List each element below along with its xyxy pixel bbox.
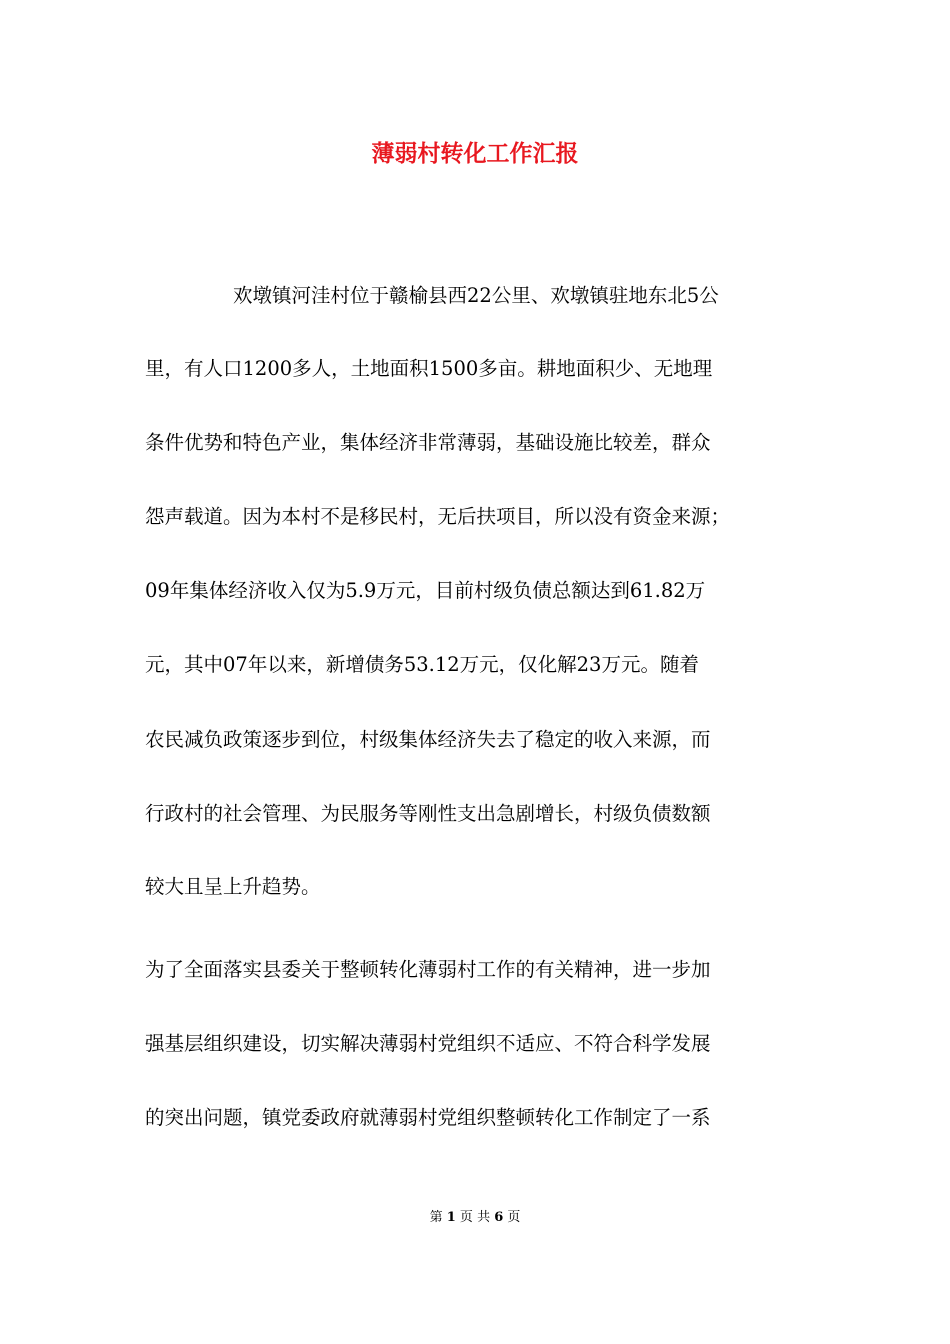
document-title: 薄弱村转化工作汇报 (371, 140, 579, 167)
text-line: 怨声载道。因为本村不是移民村，无后扶项目，所以没有资金来源； (145, 505, 731, 528)
text-line: 行政村的社会管理、为民服务等刚性支出急剧增长，村级负债数额 (145, 802, 711, 825)
text-line: 里，有人口1200多人，土地面积1500多亩。耕地面积少、无地理 (145, 357, 713, 380)
total-pages-number: 6 (494, 1210, 504, 1225)
text-line: 09年集体经济收入仅为5.9万元，目前村级负债总额达到61.82万 (145, 579, 706, 602)
current-page-number: 1 (446, 1210, 456, 1225)
footer-label-page: 第 (429, 1210, 443, 1225)
text-line: 强基层组织建设，切实解决薄弱村党组织不适应、不符合科学发展 (145, 1032, 711, 1055)
page-footer (0, 1208, 950, 1228)
text-line: 条件优势和特色产业，集体经济非常薄弱，基础设施比较差，群众 (145, 431, 711, 454)
footer-label-total: 共 (477, 1210, 491, 1225)
text-line: 欢墩镇河洼村位于赣榆县西22公里、欢墩镇驻地东北5公 (233, 284, 719, 307)
text-line: 为了全面落实县委关于整顿转化薄弱村工作的有关精神，进一步加 (145, 958, 711, 981)
footer-label-unit: 页 (459, 1210, 473, 1225)
text-line: 元，其中07年以来，新增债务53.12万元，仅化解23万元。随着 (145, 653, 699, 676)
text-line: 农民减负政策逐步到位，村级集体经济失去了稳定的收入来源，而 (145, 728, 711, 751)
footer-label-unit-end: 页 (507, 1210, 521, 1225)
text-line: 较大且呈上升趋势。 (145, 875, 321, 898)
text-line: 的突出问题，镇党委政府就薄弱村党组织整顿转化工作制定了一系 (145, 1106, 711, 1129)
